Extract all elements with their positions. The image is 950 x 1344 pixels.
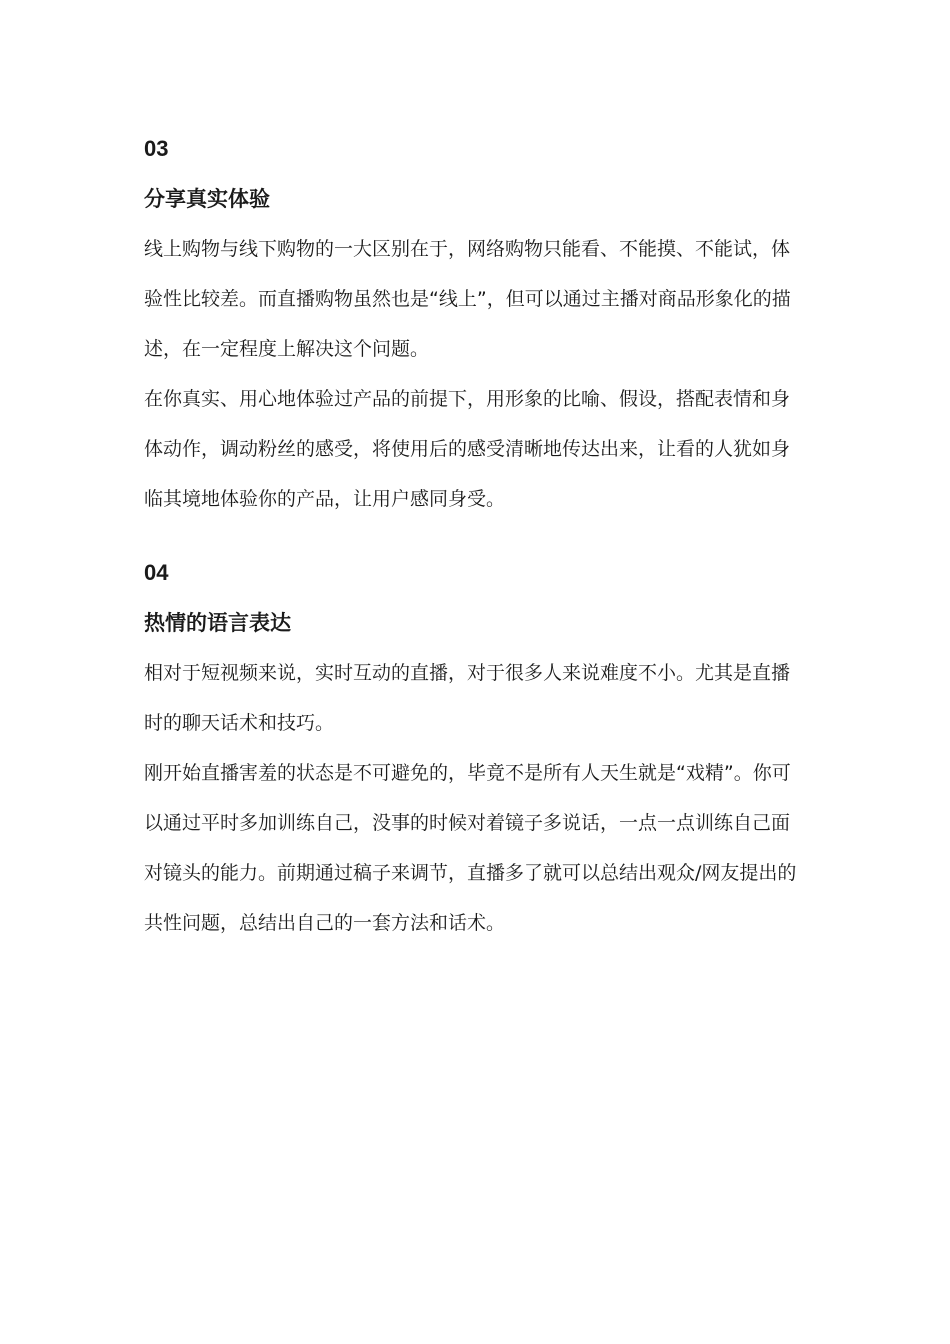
section-03 [144,136,808,524]
section-paragraph: 在你真实、用心地体验过产品的前提下，用形象的比喻、假设，搭配表情和身体动作，调动粉丝的感受，将使用后的感受清晰地传达出来，让看的人犹如身临其境地体验你的产品，让用户感同身受。 [144,388,791,510]
section-04 [144,560,808,948]
section-number: 04 [144,560,169,585]
section-number: 03 [144,136,169,161]
section-title: 分享真实体验 [144,187,270,211]
section-paragraph: 刚开始直播害羞的状态是不可避免的，毕竟不是所有人天生就是“戏精”。你可以通过平时多加训练自己，没事的时候对着镜子多说话，一点一点训练自己面对镜头的能力。前期通过稿子来调节，直播多了就可以总结出观众/网友提出的共性问题，总结出自己的一套方法和话术。 [144,762,797,934]
section-paragraph: 线上购物与线下购物的一大区别在于，网络购物只能看、不能摸、不能试，体验性比较差。而直播购物虽然也是“线上”，但可以通过主播对商品形象化的描述，在一定程度上解决这个问题。 [144,238,791,360]
section-title: 热情的语言表达 [144,611,291,635]
section-paragraph: 相对于短视频来说，实时互动的直播，对于很多人来说难度不小。尤其是直播时的聊天话术和技巧。 [144,662,791,734]
